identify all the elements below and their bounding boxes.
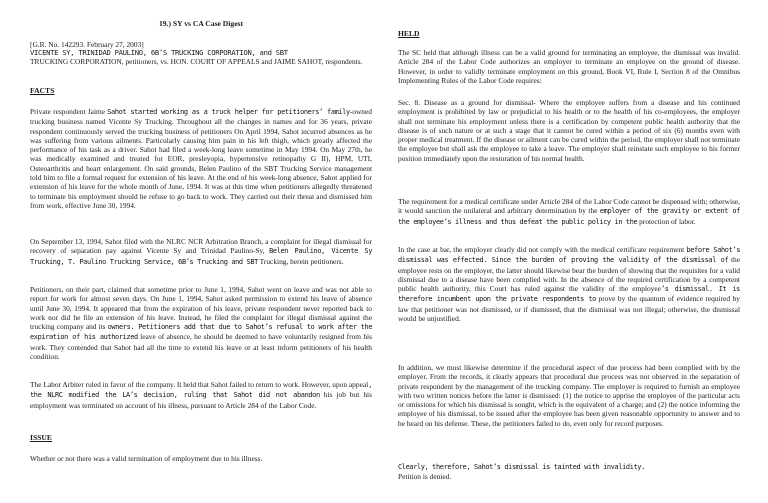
issue-text: Whether or not there was a valid termination of employment due to his illness. [30,454,263,463]
case-number: [G.R. No. 142293. February 27, 2003] [30,40,144,49]
text-run: The requirement for a medical certificate under Article 284 of the Labor Code cannot be dispensed with; otherwise, it would sanction the unilateral and arbitrary determination by the [398,197,740,216]
facts-paragraph-2 [30,237,372,267]
held-paragraph-5: In addition, we must likewise determine if the procedural aspect of due process had been complied with by the employer. From the records, it clearly appears that procedural due process was not observed in the separation of private respondent by the management of the trucking company. The employer is required to furnish an employee with two written notices before the latter is dismissed: (1) the notice to apprise the employee of the particular acts or omissions for which his dismissal is sought, which is the equivalent of a charge; and (2) the notice informing the employee of his dismissal, to be issued after the employee has been given reasonable opportunity to answer and to be heard on his defense. These, the petitioners failed to do, even only for record purposes. [398,363,740,428]
facts-paragraph-1 [30,107,372,210]
text-run: his job but his employment was terminated on account of his illness, pursuant to Article 284 of the Labor Code. [30,390,372,410]
facts-paragraph-3 [30,285,372,361]
text-run: leave of absence, he should be deemed to have voluntarily resigned from his work. They contended that Sahot had all the time to extend his leave or at least inform petitioners of his health condition. [30,332,372,362]
handwritten-parties: VICENTE SY, TRINIDAD PAULINO, 6B’S TRUCKING CORPORATION, and SBT [30,48,288,57]
handwritten-run: Clearly, therefore, Sahot’s dismissal is tainted with invalidity. [398,463,645,471]
facts-paragraph-4 [30,380,372,410]
handwritten-run: owners. Petitioners add that due to Sahot’s refusal to work after the expiration of his authorized [30,323,372,342]
handwritten-run: employer of the gravity or extent of the employee’s illness and thus defeat the public policy in the [398,207,740,226]
facts-heading: FACTS [30,86,55,95]
issue-heading: ISSUE [30,433,52,442]
page-title: 19.) SY vs CA Case Digest [158,19,244,28]
handwritten-run: ’s dismissal. It is therefore incumbent upon the private respondents to [398,285,740,304]
text-run: On September 13, 1994, Sahot filed with the NLRC NCR Arbitration Branch, a complaint for illegal dismissal for recovery of separation pay against Vicente Sy and Trinidad Paulino-Sy, [30,237,372,256]
handwritten-run: before Sahot’s dismissal was effected. Since the burden of proving the validity of the dismissal of [398,246,740,265]
text-run: In the case at bar, the employer clearly did not comply with the medical certificate requirement [398,245,685,254]
conclusion-line [398,462,740,472]
text-run: Trucking, herein petitioners. [259,256,344,266]
text-run: Private respondent Jaime [30,107,108,116]
text-run: Petitioners, on their part, claimed that sometime prior to June 1, 1994, Sahot went on leave and was not able to report for work for almost seven days. On June 1, 1994, Sahot asked permission to extend his leave of absence until June 30, 1994. It appeared that from the expiration of his leave, private respondent never reported back to work nor did he file an extension of his leave. Instead, he filed the complaint for illegal dismissal against the trucking company and its [30,285,372,332]
text-run: The Labor Arbiter ruled in favor of the company. It held that Sahot failed to return to work. However, upon appeal [30,380,369,389]
held-paragraph-1: The SC held that although illness can be a valid ground for terminating an employee, the dismissal was invalid. Article 284 of the Labor Code authorizes an employer to terminate an employee on the ground of disease. However, in order to validly terminate employment on this ground, Book VI, Rule I, Section 8 of the Omnibus Implementing Rules of the Labor Code requires: [398,48,740,85]
held-paragraph-3 [398,197,740,227]
held-paragraph-4 [398,245,740,323]
parties-rest: TRUCKING CORPORATION, petitioners, vs. HON. COURT OF APPEALS and JAIME SAHOT, respondents. [30,57,363,67]
held-paragraph-2: Sec. 8. Disease as a ground for dismissal- Where the employee suffers from a disease and his continued employment is prohibited by law or prejudicial to his health or to the health of his co-employees, the employer shall not terminate his employment unless there is a certification by competent public health authority that the disease is of such nature or at such a stage that it cannot be cured within a period of six (6) months even with proper medical treatment. If the disease or ailment can be cured within the period, the employer shall not terminate the employee but shall ask the employee to take a leave. The employer shall reinstate such employee to his former position immediately upon the restoration of his normal health. [398,98,740,163]
petition-denied: Petition is denied. [398,472,452,481]
text-run: -owned trucking business named Vicente Sy Trucking. Throughout all the changes in names and for 36 years, private respondent continuously served the trucking business of petitioners On April 1994, Sahot incurred absences as he was suffering from various ailments. Particularly causing him pain in his left thigh, which greatly affected the performance of his task as a driver. Sahot had filed a week-long leave sometime in May 1994. On May 27th, he was medically examined and treated for EOR, presleyopia, hypertensive retinopathy G II), HPM, UTI, Osteoarthritis and heart enlargement. On said grounds, Belen Paulino of the SBT Trucking Service management told him to file a formal request for extension of his leave. At the end of his week-long absence, Sahot applied for extension of his leave for the whole month of June, 1994. It was at this time when petitioners allegedly threatened to terminate his employment should he refuse to go back to work. They carried out their threat and dismissed him from work, effective June 30, 1994. [30,107,372,210]
handwritten-run: , the NLRC modified the LA’s decision, ruling that Sahot did not abandon [30,381,372,400]
handwritten-run: Belen Paulino, Vicente Sy Trucking, T. Paulino Trucking Service, 6B’s Trucking and SBT [30,247,372,266]
handwritten-run: Sahot started working as a truck helper for petitioners’ family [107,108,350,116]
text-run: the employee rests on the employer, the latter should likewise bear the burden of showing that the requisites for a valid dismissal due to a disease have been complied with. In the absence of the required certification by a competent public health authority, this Court has ruled against the validity of the employee [398,255,740,294]
text-run: protection of labor. [639,216,696,226]
text-run: prove by the quantum of evidence required by law that petitioner was not dismissed, or if dismissed, that the dismissal was not illegal; otherwise, the dismissal would be unjustified. [398,294,740,324]
case-parties [30,48,372,67]
held-heading: HELD [398,29,420,38]
